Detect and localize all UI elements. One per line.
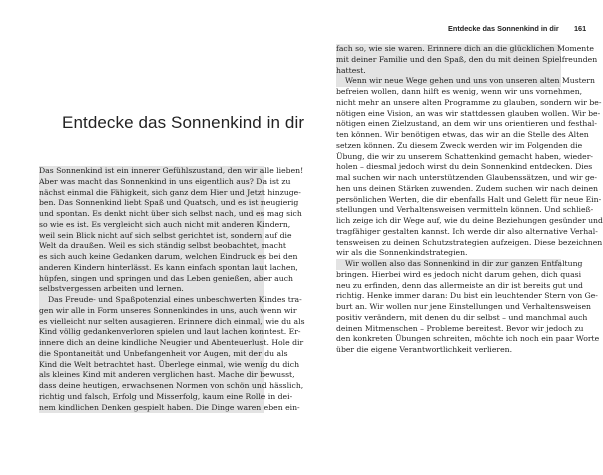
text-line: setzen können. Zu diesem Zweck werden wir im Folgenden die xyxy=(336,140,583,150)
text-line: so wie es ist. Es vergleicht sich auch nicht mit anderen Kindern, xyxy=(39,219,291,229)
text-line: es vielleicht nur selten ausagieren. Erinnere dich einmal, wie du als xyxy=(39,316,305,326)
text-line: persönlichen Werten, die dir ebenfalls Halt und Gelett für neue Ein- xyxy=(336,194,602,204)
text-line: ben. Das Sonnenkind liebt Spaß und Quatsch, und es ist neugierig xyxy=(39,198,299,208)
text-line: Aber was macht das Sonnenkind in uns eigentlich aus? Da ist zu xyxy=(39,176,291,186)
text-line: Das Sonnenkind ist ein innerer Gefühlszustand, den wir alle lieben! xyxy=(39,166,304,175)
text-line: ten können. Wir benötigen etwas, das wir an die Stelle des Alten xyxy=(336,130,589,139)
text-line: befreien wollen, dann hilft es wenig, wenn wir uns vornehmen, xyxy=(336,87,583,96)
text-line: Kind die Welt betrachtet hast. Überlege einmal, wie wenig du dich xyxy=(39,359,300,369)
text-line: nem kindlichen Denken gespielt haben. Die Dinge waren eben ein- xyxy=(39,402,300,412)
text-line: und spontan. Es denkt nicht über sich selbst nach, und es mag sich xyxy=(39,209,302,218)
text-line: wir als die Sonnenkindstrategien. xyxy=(336,248,468,258)
text-line: Übung, die wir zu unserem Schattenkind gemacht haben, wieder- xyxy=(336,151,593,161)
text-line: Das Freude- und Spaßpotenzial eines unbeschwerten Kindes tra- xyxy=(39,295,264,306)
chapter-title: Entdecke das Sonnenkind in dir xyxy=(62,113,305,132)
text-line: bringen. Hierbei wird es jedoch nicht darum gehen, dich quasi xyxy=(336,269,582,279)
text-line: stellungen und Verhaltensweisen vermitteln können. Und schließ- xyxy=(336,205,594,215)
text-line: dass deine heutigen, erwachsenen Normen von schön und hässlich, xyxy=(39,381,304,390)
text-line: die Spontaneität und Unbefangenheit vor Augen, mit der du als xyxy=(39,348,288,358)
text-line: nächst einmal die Fähigkeit, sich ganz dem Hier und Jetzt hinzuge- xyxy=(39,187,301,197)
text-line: fach so, wie sie waren. Erinnere dich an die glücklichen Momente xyxy=(336,44,594,53)
text-line: richtig. Henke immer daran: Du bist ein leuchtender Stern von Ge- xyxy=(336,291,598,301)
text-line: deinen Mitmenschen – Probleme bereitest. Bevor wir jedoch zu xyxy=(336,323,584,333)
text-line: nicht mehr an unsere alten Programme zu glauben, sondern wir be- xyxy=(336,97,602,107)
text-line: den konkreten Übungen schreiten, möchte ich noch ein paar Worte xyxy=(336,334,600,344)
text-line: richtig und falsch, Erfolg und Misserfolg, kaum eine Rolle in dei- xyxy=(39,391,293,401)
right-text-column xyxy=(336,44,603,356)
text-line: tensweisen zu deinen Schutzstrategien aufzeigen. Diese bezeichnen xyxy=(336,237,603,247)
text-line: neu zu erfinden, denn das allermeiste an dir ist bereits gut und xyxy=(336,280,583,290)
text-line: gen wir alle in Form unseres Sonnenkindes in uns, auch wenn wir xyxy=(39,305,297,315)
text-line: hattest. xyxy=(336,66,561,77)
text-line: als kleines Kind mit anderen verglichen hast. Mache dir bewusst, xyxy=(39,370,295,380)
running-head-title: Entdecke das Sonnenkind in dir xyxy=(448,24,559,33)
text-line: positiv verändern, mit denen du dir selbst – und manchmal auch xyxy=(336,312,588,322)
text-line: selbstvergessen arbeiten und lernen. xyxy=(39,284,264,295)
running-head xyxy=(448,24,587,33)
text-line: über die eigene Verantwortlichkeit verlieren. xyxy=(336,345,513,354)
text-line: lich zeige ich dir Wege auf, wie du deine Beziehungen gesünder und xyxy=(336,216,603,225)
text-line: anderen Kindern hinterlässt. Es kann einfach spontan laut lachen, xyxy=(39,262,298,272)
text-line: mal suchen wir nach unterstützenden Glaubenssätzen, und wir ge- xyxy=(336,173,598,182)
text-line: mit deiner Familie und den Spaß, den du mit deinen Spielfreunden xyxy=(336,54,598,64)
text-line: holen – diesmal jedoch wirst du dein Sonnenkind entdecken. Dies xyxy=(336,162,593,172)
text-line: burt an. Wir wollen nur jene Einstellungen und Verhaltensweisen xyxy=(336,302,591,311)
text-line: tragfähiger gestalten kannst. Ich werde dir also alternative Verhal- xyxy=(336,226,598,236)
text-line: Wenn wir neue Wege gehen und uns von unseren alten Mustern xyxy=(336,76,561,87)
text-line: Wir wollen also das Sonnenkind in dir zur ganzen Entfaltung xyxy=(336,259,561,270)
text-line: nötigen einen Zielzustand, an dem wir uns orientieren und festhal- xyxy=(336,119,597,129)
right-page xyxy=(300,0,603,475)
text-line: es sich auch keine Gedanken darum, welchen Eindruck es bei den xyxy=(39,252,298,261)
text-line: innere dich an deine kindliche Neugier und Abenteuerlust. Hole dir xyxy=(39,338,304,347)
text-line: Welt da draußen. Weil es sich ständig selbst beobachtet, macht xyxy=(39,241,287,251)
text-line: hen uns deinen Stärken zuwenden. Zudem suchen wir nach deinen xyxy=(336,183,598,193)
text-line: weil sein Blick nicht auf sich selbst gerichtet ist, sondern auf die xyxy=(39,230,292,240)
text-line: nötigen eine Vision, an was wir stattdessen glauben wollen. Wir be- xyxy=(336,108,601,118)
left-text-column xyxy=(39,166,305,413)
page-number: 161 xyxy=(574,24,587,33)
text-line: Kind völlig gedankenverloren spielen und laut lachen konntest. Er- xyxy=(39,327,301,337)
text-line: hüpfen, singen und springen und das Leben genießen, aber auch xyxy=(39,273,293,283)
